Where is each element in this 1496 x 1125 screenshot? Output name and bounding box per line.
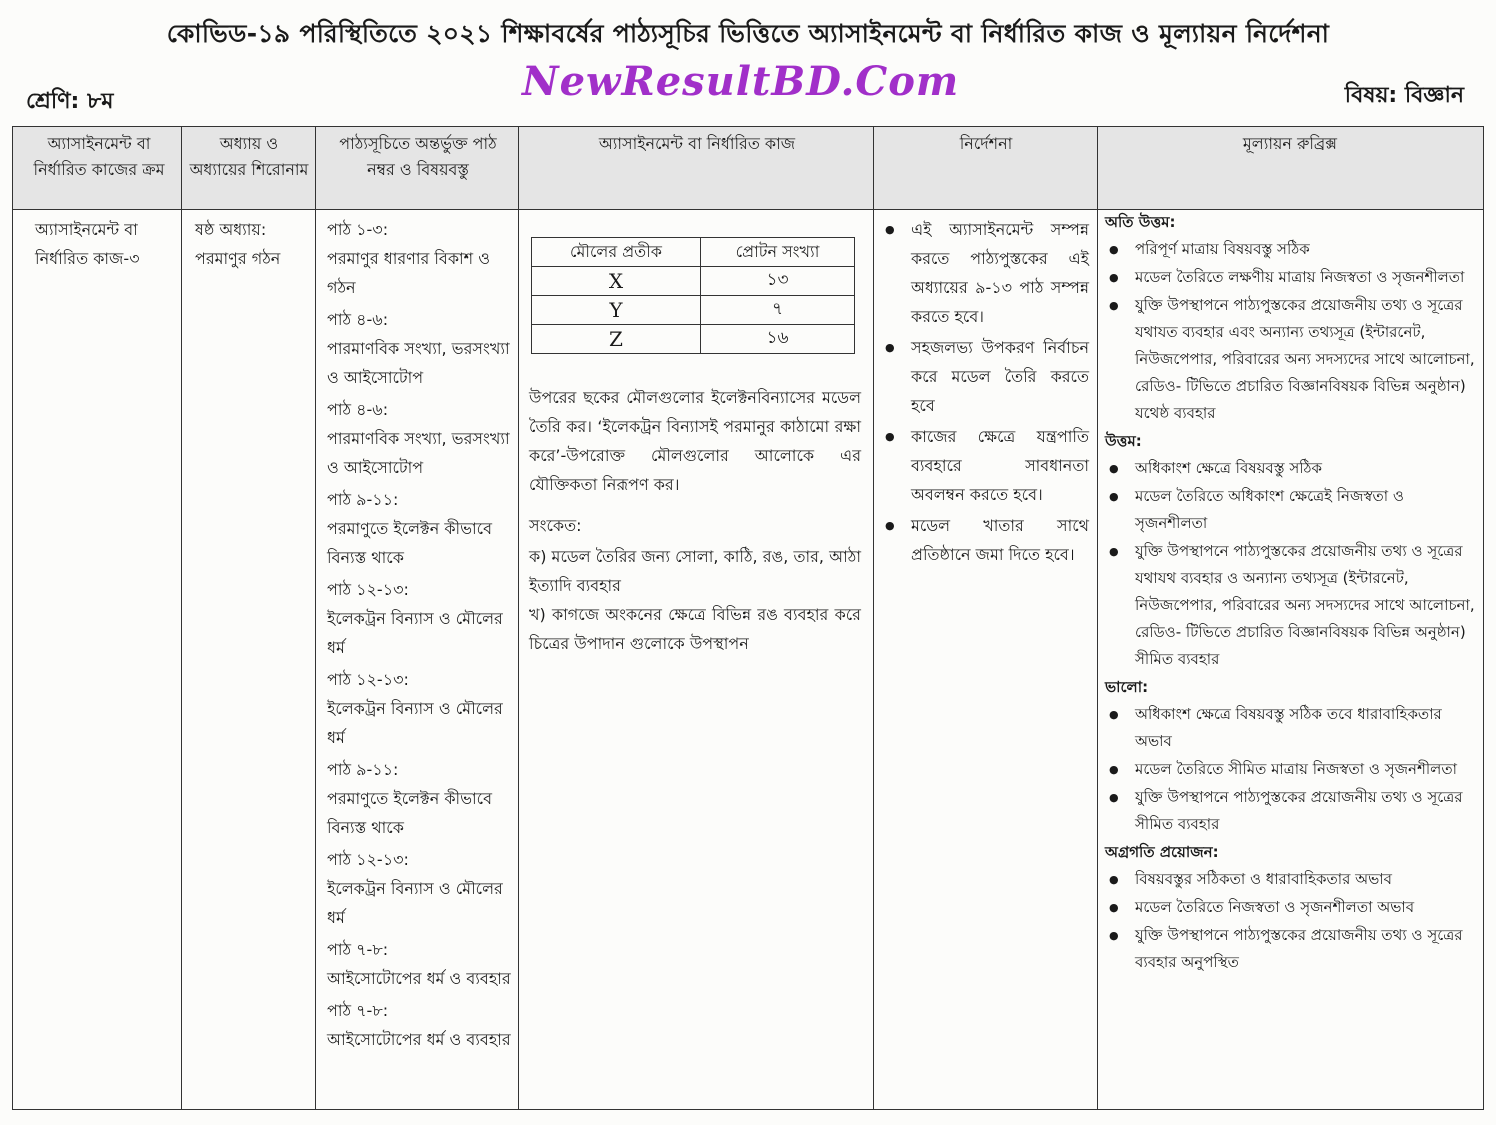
page-title: কোভিড-১৯ পরিস্থিতিতে ২০২১ শিক্ষাবর্ষের পাঠ্যসূচির ভিত্তিতে অ্যাসাইনমেন্ট বা নির্ধারিত কাজ ও মূল্যায়ন নির্দেশনা <box>166 19 1330 48</box>
lesson-title: পরমাণুতে ইলেক্টন কীভাবে বিন্যস্ত থাকে <box>327 789 493 837</box>
rubric-item: ● যুক্তি উপস্থাপনে পাঠ্যপুস্তকের প্রয়োজনীয় তথ্য ও সূত্রের সীমিত ব্যবহার <box>1105 784 1475 838</box>
rubric-item: ● অধিকাংশ ক্ষেত্রে বিষয়বস্তু সঠিক তবে ধারাবাহিকতার অভাব <box>1105 701 1475 755</box>
hint-item: ক) মডেল তৈরির জন্য সোলা, কাঠি, রঙ, তার, আঠা ইত্যাদি ব্যবহার <box>529 547 861 595</box>
rubric-item: ● মডেল তৈরিতে লক্ষণীয় মাত্রায় নিজস্বতা ও সৃজনশীলতা <box>1105 264 1475 291</box>
lesson-label: পাঠ ৪-৬: <box>327 400 389 419</box>
subject-label: বিষয়: বিজ্ঞান <box>1344 83 1464 108</box>
rubric-level-title: উত্তম: <box>1105 432 1142 450</box>
proton-number: ১৬ <box>701 325 855 354</box>
lesson-label: পাঠ ৯-১১: <box>327 760 399 779</box>
column-divider <box>518 127 519 1109</box>
element-symbol-header: মৌলের প্রতীক <box>532 238 701 267</box>
element-symbol: Y <box>532 296 701 325</box>
table-row <box>532 325 855 354</box>
rubric-item: ● মডেল তৈরিতে সীমিত মাত্রায় নিজস্বতা ও সৃজনশীলতা <box>1105 756 1475 783</box>
instruction-item: ● কাজের ক্ষেত্রে যন্ত্রপাতি ব্যবহারে সাবধানতা অবলম্বন করতে হবে। <box>881 422 1089 509</box>
header-chapter: অধ্যায় ও অধ্যায়ের শিরোনাম <box>189 134 309 179</box>
rubric-item: ● যুক্তি উপস্থাপনে পাঠ্যপুস্তকের প্রয়োজনীয় তথ্য ও সূত্রের যথাযথ ব্যবহার ও অন্যান্য তথ্যসূত্র (ইন্টারনেট, নিউজপেপার, পরিবারের অন্য সদস্যদের সাথে আলোচনা, রেডিও- টিভিতে প্রচারিত বিজ্ঞানবিষয়ক বিভিন্ন অনুষ্ঠান) সীমিত ব্যবহার <box>1105 538 1475 673</box>
assignment-task <box>529 383 861 658</box>
header-lessons: পাঠ্যসূচিতে অন্তর্ভুক্ত পাঠ নম্বর ও বিষয়বস্তু <box>339 134 497 179</box>
column-divider <box>873 127 874 1109</box>
column-divider <box>181 127 182 1109</box>
lesson-title: পারমাণবিক সংখ্যা, ভরসংখ্যা ও আইসোটোপ <box>327 339 510 387</box>
lesson-title: পারমাণবিক সংখ্যা, ভরসংখ্যা ও আইসোটোপ <box>327 429 510 477</box>
instructions-list <box>881 215 1089 571</box>
element-symbol: Z <box>532 325 701 354</box>
header-instructions: নির্দেশনা <box>959 134 1013 153</box>
site-watermark: NewResultBD.Com <box>522 58 960 105</box>
lesson-title: পরমাণুতে ইলেক্টন কীভাবে বিন্যস্ত থাকে <box>327 519 493 567</box>
lesson-title: ইলেকট্রন বিন্যাস ও মৌলের ধর্ম <box>327 879 503 927</box>
rubric-item: ● পরিপূর্ণ মাত্রায় বিষয়বস্তু সঠিক <box>1105 236 1475 263</box>
lesson-title: ইলেকট্রন বিন্যাস ও মৌলের ধর্ম <box>327 609 503 657</box>
rubric-level-title: ভালো: <box>1105 678 1149 696</box>
header-assignment-order: অ্যাসাইনমেন্ট বা নির্ধারিত কাজের ক্রম <box>33 134 165 179</box>
hint-item: খ) কাগজে অংকনের ক্ষেত্রে বিভিন্ন রঙ ব্যবহার করে চিত্রের উপাদান গুলোকে উপস্থাপন <box>529 605 861 653</box>
lesson-label: পাঠ ৭-৮: <box>327 940 389 959</box>
lesson-label: পাঠ ১-৩: <box>327 220 389 239</box>
class-label: শ্রেণি: ৮ম <box>26 89 114 114</box>
rubric-item: ● বিষয়বস্তুর সঠিকতা ও ধারাবাহিকতার অভাব <box>1105 866 1475 893</box>
lesson-label: পাঠ ১২-১৩: <box>327 580 409 599</box>
proton-number-header: প্রোটন সংখ্যা <box>701 238 855 267</box>
rubric-item: ● অধিকাংশ ক্ষেত্রে বিষয়বস্তু সঠিক <box>1105 455 1475 482</box>
hints-title: সংকেত: <box>529 516 582 535</box>
rubric-level-title: অগ্রগতি প্রয়োজন: <box>1105 843 1219 861</box>
lesson-label: পাঠ ১২-১৩: <box>327 850 409 869</box>
task-description: উপরের ছকের মৌলগুলোর ইলেক্টনবিন্যাসের মডেল তৈরি কর। ‘ইলেকট্রন বিন্যাসই পরমানুর কাঠামো রক্ষা করে’-উপরোক্ত মৌলগুলোর আলোকে এর যৌক্তিকতা নিরূপণ কর। <box>529 388 861 494</box>
rubric-item: ● মডেল তৈরিতে অধিকাংশ ক্ষেত্রেই নিজস্বতা ও সৃজনশীলতা <box>1105 483 1475 537</box>
lesson-title: ইলেকট্রন বিন্যাস ও মৌলের ধর্ম <box>327 699 503 747</box>
table-row <box>532 267 855 296</box>
header-rubric: মূল্যায়ন রুব্রিক্স <box>1242 134 1338 153</box>
evaluation-rubric <box>1105 209 1475 977</box>
lesson-label: পাঠ ৭-৮: <box>327 1001 389 1020</box>
instruction-item: ● মডেল খাতার সাথে প্রতিষ্ঠানে জমা দিতে হবে। <box>881 511 1089 569</box>
proton-number: ৭ <box>701 296 855 325</box>
table-row <box>532 296 855 325</box>
lesson-label: পাঠ ৪-৬: <box>327 310 389 329</box>
lesson-label: পাঠ ৯-১১: <box>327 490 399 509</box>
column-divider <box>315 127 316 1109</box>
instruction-item: ● এই অ্যাসাইনমেন্ট সম্পন্ন করতে পাঠ্যপুস্তকের এই অধ্যায়ের ৯-১৩ পাঠ সম্পন্ন করতে হবে। <box>881 215 1089 331</box>
assignment-number: অ্যাসাইনমেন্ট বা নির্ধারিত কাজ-৩ <box>35 220 140 268</box>
column-divider <box>1097 127 1098 1109</box>
chapter-title: ষষ্ঠ অধ্যায়: পরমাণুর গঠন <box>195 220 281 268</box>
rubric-item: ● যুক্তি উপস্থাপনে পাঠ্যপুস্তকের প্রয়োজনীয় তথ্য ও সূত্রের যথাযত ব্যবহার এবং অন্যান্য তথ্যসূত্র (ইন্টারনেট, নিউজপেপার, পরিবারের অন্য সদস্যদের সাথে আলোচনা, রেডিও- টিভিতে প্রচারিত বিজ্ঞানবিষয়ক বিভিন্ন অনুষ্ঠান) যথেষ্ঠ ব্যবহার <box>1105 292 1475 427</box>
lesson-label: পাঠ ১২-১৩: <box>327 670 409 689</box>
table-header-row <box>532 238 855 267</box>
header-assignment-task: অ্যাসাইনমেন্ট বা নির্ধারিত কাজ <box>598 134 796 153</box>
assignment-table <box>12 126 1484 1110</box>
rubric-level-title: অতি উত্তম: <box>1105 213 1176 231</box>
element-symbol: X <box>532 267 701 296</box>
lesson-title: আইসোটোপের ধর্ম ও ব্যবহার <box>327 969 511 988</box>
rubric-item: ● মডেল তৈরিতে নিজস্বতা ও সৃজনশীলতা অভাব <box>1105 894 1475 921</box>
element-proton-table <box>531 237 855 354</box>
proton-number: ১৩ <box>701 267 855 296</box>
rubric-item: ● যুক্তি উপস্থাপনে পাঠ্যপুস্তকের প্রয়োজনীয় তথ্য ও সূত্রের ব্যবহার অনুপস্থিত <box>1105 922 1475 976</box>
lesson-list <box>327 215 511 1054</box>
lesson-title: পরমাণুর ধারণার বিকাশ ও গঠন <box>327 249 491 297</box>
lesson-title: আইসোটোপের ধর্ম ও ব্যবহার <box>327 1030 511 1049</box>
instruction-item: ● সহজলভ্য উপকরণ নির্বাচন করে মডেল তৈরি করতে হবে <box>881 333 1089 420</box>
